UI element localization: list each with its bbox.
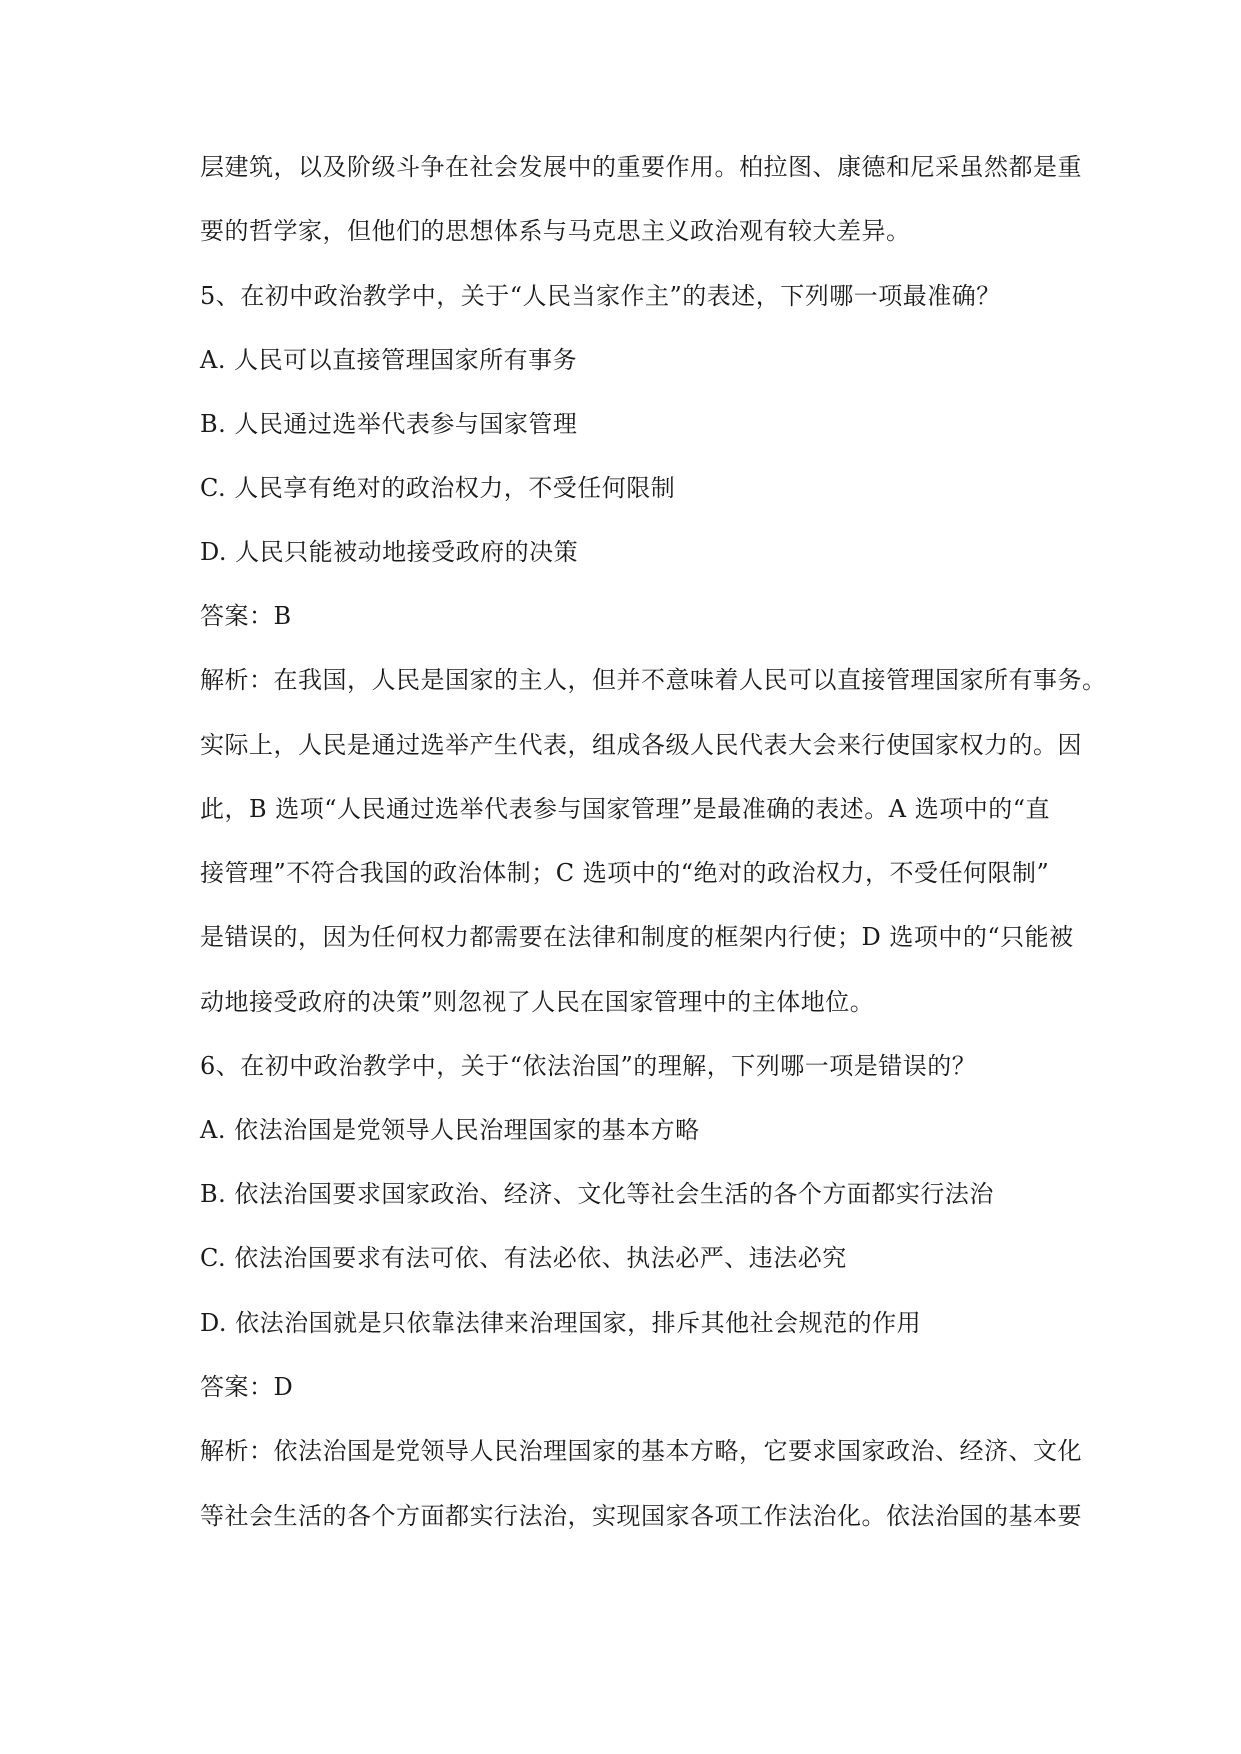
question-5-answer: 答案：B — [200, 602, 292, 630]
question-5-option-d: D. 人民只能被动地接受政府的决策 — [200, 538, 579, 566]
question-5-stem: 5、在初中政治教学中，关于“人民当家作主”的表述，下列哪一项最准确？ — [200, 282, 1001, 310]
question-5-option-c: C. 人民享有绝对的政治权力，不受任何限制 — [200, 474, 676, 502]
question-6-answer: 答案：D — [200, 1373, 294, 1401]
question-6-explanation: 等社会生活的各个方面都实行法治，实现国家各项工作法治化。依法治国的基本要 — [200, 1502, 1082, 1530]
paragraph-line: 要的哲学家，但他们的思想体系与马克思主义政治观有较大差异。 — [200, 217, 911, 245]
question-6-option-b: B. 依法治国要求国家政治、经济、文化等社会生活的各个方面都实行法治 — [200, 1180, 994, 1208]
question-5-explanation: 动地接受政府的决策”则忽视了人民在国家管理中的主体地位。 — [200, 988, 875, 1016]
question-5-option-a: A. 人民可以直接管理国家所有事务 — [200, 346, 578, 374]
question-6-stem: 6、在初中政治教学中，关于“依法治国”的理解，下列哪一项是错误的？ — [200, 1052, 977, 1080]
question-5-option-b: B. 人民通过选举代表参与国家管理 — [200, 410, 578, 438]
question-5-explanation: 解析：在我国，人民是国家的主人，但并不意味着人民可以直接管理国家所有事务。 — [200, 666, 1107, 694]
paragraph-line: 层建筑，以及阶级斗争在社会发展中的重要作用。柏拉图、康德和尼采虽然都是重 — [200, 153, 1082, 181]
question-5-explanation: 实际上，人民是通过选举产生代表，组成各级人民代表大会来行使国家权力的。因 — [200, 731, 1082, 759]
question-6-explanation: 解析：依法治国是党领导人民治理国家的基本方略，它要求国家政治、经济、文化 — [200, 1437, 1082, 1465]
question-5-explanation: 是错误的，因为任何权力都需要在法律和制度的框架内行使；D 选项中的“只能被 — [200, 923, 1074, 951]
question-6-option-a: A. 依法治国是党领导人民治理国家的基本方略 — [200, 1116, 700, 1144]
question-6-option-d: D. 依法治国就是只依靠法律来治理国家，排斥其他社会规范的作用 — [200, 1309, 922, 1337]
question-6-option-c: C. 依法治国要求有法可依、有法必依、执法必严、违法必究 — [200, 1244, 847, 1272]
question-5-explanation: 此，B 选项“人民通过选举代表参与国家管理”是最准确的表述。A 选项中的“直 — [200, 795, 1051, 823]
question-5-explanation: 接管理”不符合我国的政治体制；C 选项中的“绝对的政治权力，不受任何限制” — [200, 859, 1050, 887]
